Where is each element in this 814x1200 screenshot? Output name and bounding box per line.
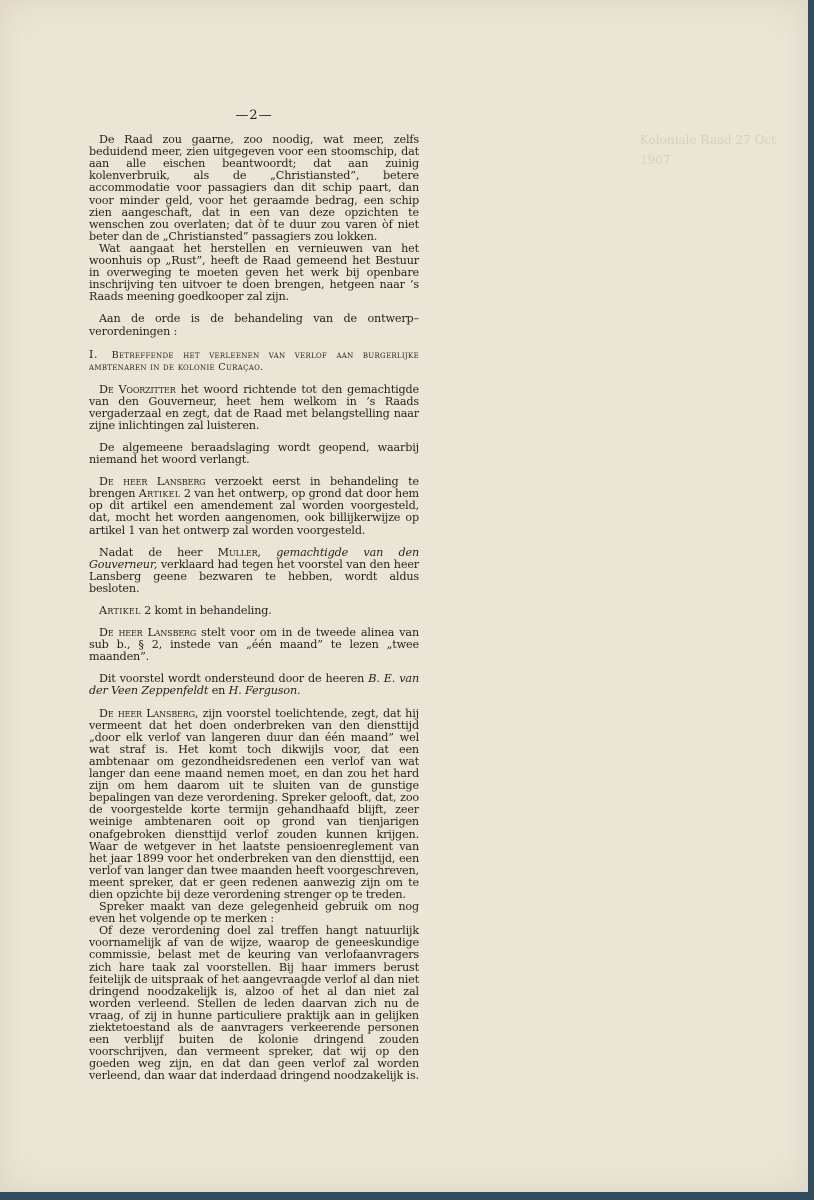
- paragraph-steamship: De Raad zou gaarne, zoo noodig, wat meer, zelfs beduidend meer, zien uitgegeven voor een stoomschip, dat aan alle eischen beantwoordt; dat aan zuinig kolenverbruik, als de „Christiansted”, betere accommodatie voor passagiers dan dit schip paart, dan voor minder geld, voor het geraamde bedrag, een schip zien aangeschaft, dat in een van deze opzichten te wenschen zou overlaten; dat òf te duur zou varen òf niet beter dan de „Christiansted” passagiers zou lokken.: [89, 133, 419, 243]
- paragraph-text: verzoekt eerst in behandeling te brengen: [89, 475, 419, 501]
- member-name: H. Ferguson.: [228, 684, 301, 698]
- paragraph-muller: [89, 547, 419, 595]
- bleed-through-text: Koloniale Raad 27 Oct 1907: [640, 133, 776, 167]
- paragraph-support: [89, 673, 419, 697]
- paragraph-text: Dit voorstel wordt ondersteund door de heeren: [99, 672, 365, 686]
- speaker-name: Muller,: [217, 545, 261, 559]
- paragraph-commission: Of deze verordening doel zal treffen hangt natuurlijk voornamelijk af van de wijze, waarop de geneeskundige commissie, belast met de keuring van verlofaanvragers zich hare taak zal voorstellen. Bij haar immers berust feitelijk de uitspraak of het aangevraagde verlof al dan niet dringend noodzakelijk is, alzoo of het al dan niet zal worden verleend. Stellen de leden daarvan zich nu de vraag, of zij in hunne particuliere praktijk aan in gelijken ziektetoestand als de aanvragers verkeerende personen een verblijf buiten de kolonie dringend zouden voorschrijven, dan vermeent spreker, dat wij op den goeden weg zijn, en dat dan geen verlof zal worden verleend, dan waar dat inderdaad dringend noodzakelijk is.: [89, 924, 419, 1083]
- member-name: B. E. van der Veen Zeppenfeldt: [89, 672, 419, 698]
- paragraph-remark: Spreker maakt van deze gelegenheid gebruik om nog even het volgende op te merken :: [89, 900, 419, 926]
- paragraph-text: 2 komt in behandeling.: [144, 604, 272, 617]
- page-number: —2—: [235, 108, 273, 123]
- paragraph-text: en: [211, 684, 226, 698]
- paragraph-lansberg-explanation: [89, 708, 419, 902]
- paragraph-text: stelt voor om in de tweede alinea van sub b., § 2, instede van „één maand” te lezen „twee maanden”.: [89, 626, 419, 664]
- speaker-role: gemachtigde van den Gouverneur,: [89, 545, 420, 571]
- paragraph-text: Nadat de heer: [99, 545, 203, 559]
- paragraph-text: 2 van het ontwerp, op grond dat door hem op dit artikel een amendement zal worden voorgesteld, dat, mocht het worden aangenomen, ook billijkerwijze op artikel 1 van het ontwerp zal worden voorgesteld.: [89, 487, 420, 537]
- paragraph-voorzitter: [89, 384, 419, 432]
- speaker-name: De heer Lansberg: [99, 626, 197, 640]
- section-heading: [89, 349, 419, 374]
- paragraph-rust: Wat aangaat het herstellen en vernieuwen van het woonhuis op „Rust”, heeft de Raad gemeend het Bestuur in overweging te moeten geven het werk bij openbare inschrijving ten uitvoer te doen brengen, hetgeen naar ’s Raads meening goedkooper zal zijn.: [89, 241, 419, 304]
- article-label: Artikel: [138, 487, 181, 501]
- speaker-name: De Voorzitter: [99, 382, 176, 396]
- section-title: Betreffende het verleenen van verlof aan burgerlijke ambtenaren in de kolonie Curaçao.: [89, 349, 419, 373]
- paragraph-article-2: [89, 605, 419, 617]
- paragraph-text: zijn voorstel toelichtende, zegt, dat hij vermeent dat het doen onderbreken van den diensttijd „door elk verlof van langeren duur dan één maand” wel wat straf is. Het komt toch dikwijls voor, dat een ambtenaar om gezondheidsredenen een verlof van wat langer dan eene maand nemen moet, en dan zou het hard zijn om hem daarom uit te sluiten van de gunstige bepalingen van deze verordening. Spreker gelooft, dat, zoo de voorgestelde korte termijn gehandhaafd blijft, zeer weinige ambtenaren ooit op grond van tienjarigen onafgebroken diensttijd verlof zouden kunnen krijgen. Waar de wetgever in het laatste pensioenreglement van het jaar 1899 voor het onderbreken van den diensttijd, een verlof van langer dan twee maanden heeft voorgeschreven, meent spreker, dat er geen redenen aanwezig zijn om te dien opzichte bij deze verordening strenger op te treden.: [89, 706, 419, 901]
- scan-border-right: [808, 0, 814, 1200]
- paragraph-text: het woord richtende tot den gemachtigde van den Gouverneur, heet hem welkom in ’s Raads vergaderzaal en zegt, dat de Raad met belangstelling naar zijne inlichtingen zal luisteren.: [89, 382, 420, 432]
- paragraph-lansberg-request: [89, 476, 419, 536]
- speaker-name: De heer Lansberg,: [99, 706, 199, 720]
- scan-border-bottom: [0, 1192, 814, 1200]
- section-number: I.: [89, 347, 99, 361]
- text-column: [89, 110, 419, 1082]
- paragraph-agenda: Aan de orde is de behandeling van de ontwerp–verordeningen :: [89, 312, 419, 338]
- speaker-name: De heer Lansberg: [99, 475, 206, 489]
- article-label: Artikel: [99, 604, 141, 617]
- paragraph-deliberation: De algemeene beraadslaging wordt geopend, waarbij niemand het woord verlangt.: [89, 440, 419, 467]
- paragraph-text: verklaard had tegen het voorstel van den heer Lansberg geene bezwaren te hebben, wordt aldus besloten.: [89, 557, 420, 595]
- paragraph-lansberg-proposal: [89, 627, 419, 663]
